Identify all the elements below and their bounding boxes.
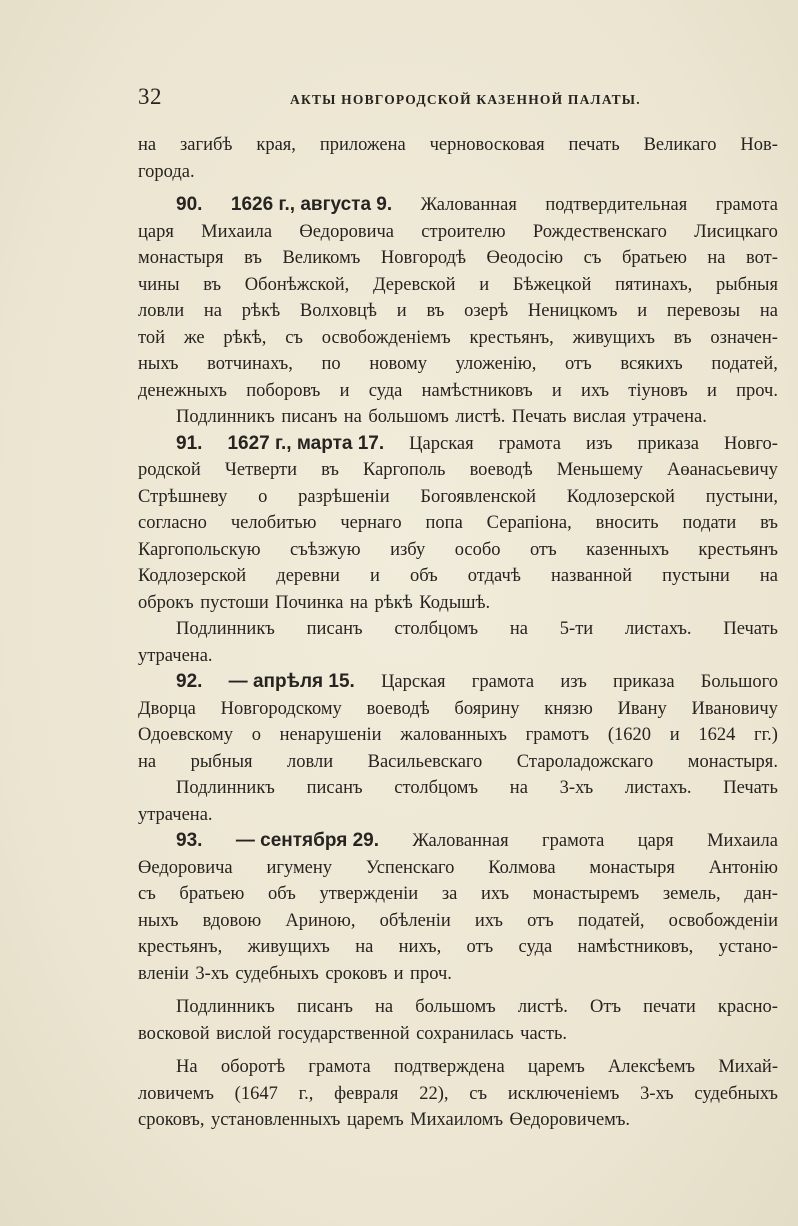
entry-date: 1626 г., августа 9. xyxy=(230,194,393,215)
text-line: ныхъ вдовою Ариною, обѣленіи ихъ отъ податей, освобожденіи xyxy=(138,910,778,931)
text-line: оброкъ пустоши Починка на рѣкѣ Кодышѣ. xyxy=(138,592,491,613)
text-line: чины въ Обонѣжской, Деревской и Бѣжецкой пятинахъ, рыбныя xyxy=(138,274,778,295)
text-line: города. xyxy=(138,161,195,182)
text-line: утрачена. xyxy=(138,645,213,666)
text-line: ныхъ вотчинахъ, по новому уложенію, отъ всякихъ податей, xyxy=(138,354,778,374)
text-line: на загибѣ края, приложена черновосковая печать Великаго Нов- xyxy=(138,135,778,155)
text-line: съ братьею объ утвержденіи за ихъ монастыремъ земель, дан- xyxy=(138,884,778,904)
running-title: АКТЫ НОВГОРОДСКОЙ КАЗЕННОЙ ПАЛАТЫ. xyxy=(290,92,641,107)
entry-heading-90: 90. 1626 г., августа 9. Жалованная подтвердительная грамота xyxy=(138,192,778,219)
text-line: Өедоровича игумену Успенскаго Колмова монастыря Антонію xyxy=(138,857,778,878)
entry-number: 90. xyxy=(176,194,203,215)
entry-number: 91. xyxy=(176,432,203,454)
entry-heading-93: 93. — сентября 29. Жалованная грамота царя Михаила xyxy=(138,828,778,855)
text-line: той же рѣкѣ, съ освобожденіемъ крестьянъ, живущихъ въ означен- xyxy=(138,327,778,348)
text-line: Подлинникъ писанъ столбцомъ на 3-хъ листахъ. Печать xyxy=(176,778,778,798)
page-number: 32 xyxy=(138,84,162,109)
text-line: Одоевскому о ненарушеніи жалованныхъ грамотъ (1620 и 1624 гг.) xyxy=(138,725,778,745)
text-line: вленіи 3-хъ судебныхъ сроковъ и проч. xyxy=(138,963,452,984)
text-line: монастыря въ Великомъ Новгородѣ Өеодосію съ братьею на вот- xyxy=(138,248,778,268)
text-line: ловли на рѣкѣ Волховцѣ и въ озерѣ Неницкомъ и перевозы на xyxy=(138,301,778,321)
page-header xyxy=(138,84,678,114)
entry-date: — апрѣля 15. xyxy=(228,671,355,692)
entry-number: 93. xyxy=(176,830,203,851)
entry-date: — сентября 29. xyxy=(235,830,379,851)
text-line: восковой вислой государственной сохранилась часть. xyxy=(138,1023,568,1044)
text-line: Каргопольскую съѣзжую избу особо отъ казенныхъ крестьянъ xyxy=(138,539,778,560)
text-line: денежныхъ поборовъ и суда намѣстниковъ и ихъ тіуновъ и проч. xyxy=(138,380,778,401)
text-line: утрачена. xyxy=(138,804,213,825)
entry-number: 92. xyxy=(176,671,203,692)
text-line: царя Михаила Өедоровича строителю Рождественскаго Лисицкаго xyxy=(138,221,778,242)
text-line: Кодлозерской деревни и объ отдачѣ названной пустыни на xyxy=(138,566,778,586)
entry-heading-91: 91. 1627 г., марта 17. Царская грамота изъ приказа Новго- xyxy=(138,431,778,458)
text-line: Подлинникъ писанъ столбцомъ на 5-ти листахъ. Печать xyxy=(176,619,778,639)
text-line: на рыбныя ловли Васильевскаго Староладожскаго монастыря. xyxy=(138,751,778,772)
text-line: согласно челобитью чернаго попа Серапіона, вносить подати въ xyxy=(138,513,778,533)
entry-heading-92: 92. — апрѣля 15. Царская грамота изъ приказа Большого xyxy=(138,669,778,696)
text-line: Подлинникъ писанъ на большомъ листѣ. Отъ печати красно- xyxy=(176,997,778,1017)
text-line: Стрѣшневу о разрѣшеніи Богоявленской Кодлозерской пустыни, xyxy=(138,486,778,507)
text-line: На оборотѣ грамота подтверждена царемъ Алексѣемъ Михай- xyxy=(176,1057,778,1077)
text-line: ловичемъ (1647 г., февраля 22), съ исключеніемъ 3-хъ судебныхъ xyxy=(138,1083,778,1104)
entry-date: 1627 г., марта 17. xyxy=(227,432,385,454)
body-text xyxy=(138,132,778,1134)
text-line: Дворца Новгородскому воеводѣ боярину князю Ивану Ивановичу xyxy=(138,698,778,719)
text-line: Подлинникъ писанъ на большомъ листѣ. Печать вислая утрачена. xyxy=(176,407,707,427)
text-line: сроковъ, установленныхъ царемъ Михаиломъ Өедоровичемъ. xyxy=(138,1110,631,1130)
text-line: родской Четверти въ Каргополь воеводѣ Меньшему Аөанасьевичу xyxy=(138,460,778,480)
text-line: крестьянъ, живущихъ на нихъ, отъ суда намѣстниковъ, устано- xyxy=(138,937,778,957)
